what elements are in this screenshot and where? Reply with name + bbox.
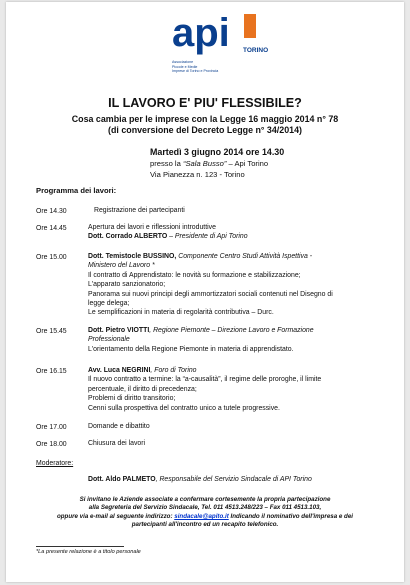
footer-line: Si invitano le Aziende associate a confermare cortesemente la propria partecipazione xyxy=(79,496,331,503)
event-date: Martedì 3 giugno 2014 ore 14.30 xyxy=(150,147,285,157)
session-time: Ore 18.00 xyxy=(36,441,67,448)
speaker-role: , Regione Piemonte – Direzione Lavoro e Formazione xyxy=(149,327,314,334)
topic-line: percentuale, il diritto di precedenza; xyxy=(88,385,197,393)
event-venue xyxy=(150,159,268,168)
session-time: Ore 14.45 xyxy=(36,225,67,232)
footer-line xyxy=(6,513,404,521)
speaker-name: Dott. Corrado ALBERTO xyxy=(88,233,168,241)
speaker-role: , Foro di Torino xyxy=(150,367,197,374)
moderator-label: Moderatore: xyxy=(36,460,74,467)
registration-note xyxy=(6,496,404,530)
speaker-role: Componente Centro Studi Attività Ispettiva - xyxy=(176,253,313,260)
logo-line-2: Piccole e Medie xyxy=(172,64,198,69)
topic-line: Le semplificazioni in materia di regolarità contributiva – Durc. xyxy=(88,309,274,317)
logo-graphic xyxy=(170,11,269,60)
document-title: IL LAVORO E' PIU' FLESSIBILE? xyxy=(108,96,302,110)
moderator-name: Dott. Aldo PALMETO xyxy=(88,476,156,483)
topic-line: Il nuovo contratto a termine: la “a-causalità”, il regime delle proroghe, il limite xyxy=(88,376,322,384)
footer-text: Indicando il nominativo dell'impresa e dei xyxy=(228,512,353,520)
speaker-name: Dott. Pietro VIOTTI xyxy=(88,327,150,334)
topic-line: Problemi di diritto transitorio; xyxy=(88,395,176,403)
logo-line-1: Associazione xyxy=(172,60,194,64)
session-block xyxy=(88,223,248,242)
session-time: Ore 17.00 xyxy=(36,424,67,431)
moderator-role: , Responsabile del Servizio Sindacale di API Torino xyxy=(155,476,312,483)
session-block xyxy=(88,366,321,413)
logo-line-3: Imprese di Torino e Provincia xyxy=(172,69,219,73)
document-page xyxy=(6,2,404,582)
session-time: Ore 15.45 xyxy=(36,328,67,335)
footer-line: partecipanti all'incontro ed un recapito telefonico. xyxy=(131,521,279,529)
topic-line: L'orientamento della Regione Piemonte in materia di apprendistato. xyxy=(88,345,294,353)
session-time: Ore 14.30 xyxy=(36,208,67,215)
session-block xyxy=(88,252,333,318)
session-text: Apertura dei lavori e riflessioni introduttive xyxy=(88,224,216,231)
speaker-line xyxy=(88,232,248,241)
logo-orange-block xyxy=(244,14,256,38)
venue-room: “Sala Busso” xyxy=(182,159,227,168)
topic-line: legge delega; xyxy=(88,300,130,308)
programme-heading: Programma dei lavori: xyxy=(36,186,117,195)
footer-line: alla Segreteria del Servizio Sindacale, Tel. 011 4513.248/223 – Fax 011 4513.103, xyxy=(88,504,322,512)
session-block xyxy=(88,326,314,354)
subtitle-decree: (di conversione del Decreto Legge n° 34/2014) xyxy=(108,125,302,135)
speaker-line xyxy=(88,326,314,335)
topic-line: Panorama sui nuovi principi degli ammortizzatori sociali contenuti nel Disegno di xyxy=(88,290,333,298)
logo-city: TORINO xyxy=(243,47,269,54)
footnote: *La presente relazione è a titolo personale xyxy=(36,549,141,555)
logo-wordmark: api xyxy=(172,11,230,55)
speaker-line xyxy=(88,366,321,375)
venue-prefix: presso la xyxy=(150,159,183,168)
footer-text: oppure via e-mail al seguente indirizzo: xyxy=(57,512,175,520)
speaker-line xyxy=(88,252,333,261)
session-text: Chiusura dei lavori xyxy=(88,440,146,447)
session-time: Ore 15.00 xyxy=(36,254,67,261)
topic-line: L'apparato sanzionatorio; xyxy=(88,281,166,289)
moderator-line xyxy=(88,476,312,483)
footnote-divider xyxy=(36,546,124,547)
session-text: Domande e dibattito xyxy=(88,423,150,430)
session-time: Ore 16.15 xyxy=(36,368,67,375)
topic-line: Cenni sulla prospettiva del contratto unico a tutele progressive. xyxy=(88,404,280,412)
venue-suffix: – Api Torino xyxy=(226,159,269,168)
event-address: Via Pianezza n. 123 - Torino xyxy=(150,170,245,179)
speaker-name: Dott. Temistocle BUSSINO, xyxy=(88,253,177,260)
topic-line: Il contratto di Apprendistato: le novità su formazione e stabilizzazione; xyxy=(88,271,301,279)
session-text: Registrazione dei partecipanti xyxy=(94,207,185,214)
api-torino-logo xyxy=(170,11,269,82)
speaker-name: Avv. Luca NEGRINI xyxy=(88,367,151,374)
speaker-role: Ministero del Lavoro * xyxy=(88,262,155,270)
email-link[interactable]: sindacale@apito.it xyxy=(174,512,229,520)
speaker-role: Professionale xyxy=(88,336,130,344)
subtitle-law: Cosa cambia per le imprese con la Legge 16 maggio 2014 n° 78 xyxy=(71,114,339,124)
speaker-role: – Presidente di Api Torino xyxy=(167,233,248,241)
